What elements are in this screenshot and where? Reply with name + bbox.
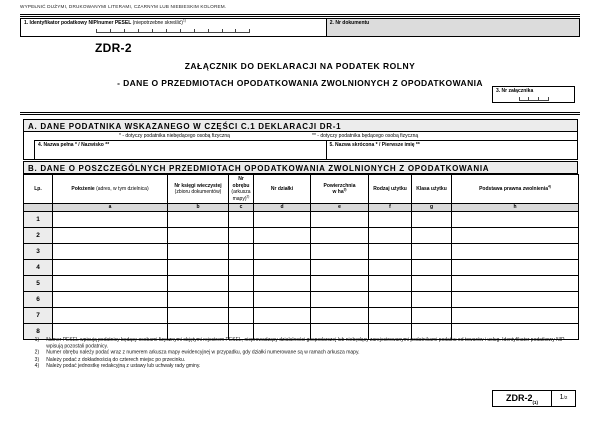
table-cell[interactable] bbox=[168, 228, 229, 244]
top-divider bbox=[20, 14, 580, 17]
table-cell[interactable] bbox=[369, 260, 412, 276]
form-code-label: ZDR-2 bbox=[95, 41, 132, 55]
table-cell[interactable] bbox=[452, 292, 579, 308]
footnote-4 bbox=[28, 363, 577, 369]
section-a-notes bbox=[24, 132, 577, 140]
exemptions-table bbox=[23, 174, 579, 340]
footnotes bbox=[28, 337, 577, 369]
table-cell[interactable] bbox=[311, 292, 369, 308]
table-cell[interactable] bbox=[412, 276, 452, 292]
table-cell[interactable] bbox=[53, 244, 168, 260]
table-cell[interactable] bbox=[254, 260, 311, 276]
table-cell[interactable] bbox=[229, 228, 254, 244]
footer-form-code-text: ZDR-2 bbox=[506, 393, 533, 403]
col-obreb-note-text: (arkusza mapy) bbox=[231, 189, 251, 202]
letter-cell: c bbox=[229, 204, 254, 212]
row-number: 4 bbox=[24, 260, 53, 276]
col-klasa-label: Klasa użytku bbox=[416, 185, 447, 192]
table-cell[interactable] bbox=[53, 276, 168, 292]
table-cell[interactable] bbox=[412, 308, 452, 324]
table-cell[interactable] bbox=[229, 260, 254, 276]
letter-cell: f bbox=[369, 204, 412, 212]
field-nip-pesel-label-note: (niepotrzebne skreślić) bbox=[132, 20, 183, 26]
table-cell[interactable] bbox=[53, 292, 168, 308]
letter-cell bbox=[24, 204, 53, 212]
footnote-1-text: Numer PESEL wpisują podatnicy będący osobami fizycznymi objętymi rejestrem PESEL, nieprowadzący działalności gospodarczej lub niebędący zarejestrowanymi podatnikami podatku od towarów i usług. Identyfikator podatkowy NIP wpisują pozostali podatnicy. bbox=[46, 337, 565, 350]
field-nip-pesel-label-main: 1. Identyfikator podatkowy NIP/numer PESEL bbox=[24, 20, 132, 26]
mid-divider bbox=[20, 112, 580, 115]
row-number: 2 bbox=[24, 228, 53, 244]
footnote-3-number: 3) bbox=[34, 356, 40, 363]
col-header-polozenie bbox=[53, 175, 168, 204]
field-nr-dokumentu-label: 2. Nr dokumentu bbox=[329, 20, 370, 26]
table-row bbox=[24, 276, 579, 292]
footer-page-total: /2 bbox=[563, 395, 568, 400]
form-subtitle: - DANE O PRZEDMIOTACH OPODATKOWANIA ZWOLNIONYCH Z OPODATKOWANIA bbox=[117, 78, 483, 88]
letter-cell: h bbox=[452, 204, 579, 212]
table-cell[interactable] bbox=[168, 244, 229, 260]
col-powierzchnia-label: Powierzchnia bbox=[323, 182, 356, 189]
letter-cell: a bbox=[53, 204, 168, 212]
col-header-klasa bbox=[412, 175, 452, 204]
table-cell[interactable] bbox=[168, 292, 229, 308]
table-cell[interactable] bbox=[452, 228, 579, 244]
table-row bbox=[24, 212, 579, 228]
row-number: 7 bbox=[24, 308, 53, 324]
table-cell[interactable] bbox=[229, 308, 254, 324]
field-nazwa-pelna-label: 4. Nazwa pełna * / Nazwisko ** bbox=[38, 142, 110, 148]
table-cell[interactable] bbox=[412, 260, 452, 276]
table-cell[interactable] bbox=[412, 228, 452, 244]
table-cell[interactable] bbox=[452, 308, 579, 324]
table-cell[interactable] bbox=[311, 228, 369, 244]
table-cell[interactable] bbox=[53, 260, 168, 276]
letter-cell: g bbox=[412, 204, 452, 212]
field-nazwa-skrocona-label: 5. Nazwa skrócona * / Pierwsze imię ** bbox=[329, 142, 420, 148]
note-single-asterisk: * - dotyczy podatnika niebędącego osobą fizyczną bbox=[119, 133, 230, 139]
section-a bbox=[23, 119, 578, 160]
col-powierzchnia-note-text: w ha bbox=[332, 189, 344, 195]
footnote-ref-4: 4) bbox=[548, 184, 551, 189]
col-header-lp bbox=[24, 175, 53, 204]
table-cell[interactable] bbox=[254, 244, 311, 260]
table-header-row bbox=[24, 175, 579, 204]
table-cell[interactable] bbox=[168, 276, 229, 292]
table-cell[interactable] bbox=[254, 292, 311, 308]
col-lp-label: Lp. bbox=[34, 185, 42, 192]
table-cell[interactable] bbox=[229, 292, 254, 308]
footnote-4-number: 4) bbox=[34, 362, 40, 369]
footnote-ref-2: 2) bbox=[246, 193, 250, 198]
table-row bbox=[24, 244, 579, 260]
table-row bbox=[24, 228, 579, 244]
field-nr-zalacznika-label: 3. Nr załącznika bbox=[496, 88, 534, 94]
footnote-2-number: 2) bbox=[34, 349, 40, 356]
field-nip-pesel-label bbox=[21, 19, 326, 27]
table-cell[interactable] bbox=[452, 244, 579, 260]
col-ksiega-note: (zbioru dokumentów) bbox=[174, 189, 222, 195]
letter-cell: b bbox=[168, 204, 229, 212]
field-nr-dokumentu[interactable] bbox=[327, 19, 579, 36]
section-a-fields bbox=[34, 140, 577, 159]
table-cell[interactable] bbox=[53, 228, 168, 244]
nr-zalacznika-comb-input[interactable] bbox=[519, 97, 549, 101]
footnote-4-text: Należy podać jednostkę redakcyjną z ustawy lub uchwały rady gminy. bbox=[46, 362, 201, 369]
table-cell[interactable] bbox=[229, 244, 254, 260]
table-cell[interactable] bbox=[369, 228, 412, 244]
table-row bbox=[24, 308, 579, 324]
table-cell[interactable] bbox=[254, 276, 311, 292]
table-cell[interactable] bbox=[311, 244, 369, 260]
col-header-podstawa bbox=[452, 175, 579, 204]
footnote-ref-3: 3) bbox=[343, 187, 347, 192]
table-cell[interactable] bbox=[452, 260, 579, 276]
col-powierzchnia-note bbox=[312, 189, 367, 196]
table-cell[interactable] bbox=[311, 212, 369, 228]
table-cell[interactable] bbox=[369, 276, 412, 292]
col-header-obreb bbox=[229, 175, 254, 204]
col-header-rodzaj bbox=[369, 175, 412, 204]
form-title: ZAŁĄCZNIK DO DEKLARACJI NA PODATEK ROLNY bbox=[184, 61, 416, 71]
footnote-3-text: Należy podać z dokładnością do czterech miejsc po przecinku. bbox=[46, 356, 186, 363]
row-number: 3 bbox=[24, 244, 53, 260]
table-cell[interactable] bbox=[412, 244, 452, 260]
row-number: 5 bbox=[24, 276, 53, 292]
table-cell[interactable] bbox=[369, 292, 412, 308]
table-row bbox=[24, 292, 579, 308]
col-podstawa-label: Podstawa prawna zwolnienia bbox=[479, 185, 548, 192]
col-ksiega-label: Nr księgi wieczystej bbox=[174, 182, 222, 189]
col-header-ksiega bbox=[168, 175, 229, 204]
field-nazwa-pelna[interactable] bbox=[35, 141, 326, 159]
footer-form-code-sub: (1) bbox=[532, 399, 538, 405]
table-cell[interactable] bbox=[168, 212, 229, 228]
note-double-asterisk: ** - dotyczy podatnika będącego osobą fizyczną bbox=[312, 133, 419, 139]
table-row bbox=[24, 260, 579, 276]
nip-pesel-comb-input[interactable] bbox=[96, 29, 250, 33]
field-nr-zalacznika[interactable] bbox=[492, 86, 575, 103]
top-fields-row bbox=[20, 18, 580, 37]
footnote-ref-1: 1) bbox=[182, 19, 186, 23]
footer-page-indicator bbox=[552, 391, 575, 406]
footnote-2-text: Numer obrębu należy podać wraz z numerem arkusza mapy ewidencyjnej w przypadku, gdy działki numerowane są w ramach arkusza mapy. bbox=[46, 349, 360, 356]
column-letters-row bbox=[24, 204, 579, 212]
col-dzialki-label: Nr działki bbox=[270, 185, 294, 192]
table-cell[interactable] bbox=[311, 308, 369, 324]
table-cell[interactable] bbox=[254, 212, 311, 228]
section-a-header: A. DANE PODATNIKA WSKAZANEGO W CZĘŚCI C.1 DEKLARACJI DR-1 bbox=[24, 119, 577, 132]
table-cell[interactable] bbox=[412, 212, 452, 228]
row-number: 1 bbox=[24, 212, 53, 228]
table-cell[interactable] bbox=[53, 308, 168, 324]
table-cell[interactable] bbox=[369, 244, 412, 260]
footer-form-code bbox=[493, 391, 552, 406]
fill-instruction: WYPEŁNIĆ DUŻYMI, DRUKOWANYMI LITERAMI, CZARNYM LUB NIEBIESKIM KOLOREM. bbox=[20, 5, 227, 10]
table-cell[interactable] bbox=[168, 260, 229, 276]
col-polozenie-note: (adres, w tym dzielnica) bbox=[96, 185, 149, 192]
row-number: 6 bbox=[24, 292, 53, 308]
table-cell[interactable] bbox=[229, 276, 254, 292]
footnote-1-number: 1) bbox=[34, 337, 40, 343]
col-rodzaj-label: Rodzaj użytku bbox=[373, 185, 407, 192]
table-cell[interactable] bbox=[311, 276, 369, 292]
col-polozenie-label: Położenie bbox=[71, 185, 95, 192]
col-obreb-label: Nr obrębu bbox=[232, 176, 250, 189]
letter-cell: d bbox=[254, 204, 311, 212]
table-cell[interactable] bbox=[452, 276, 579, 292]
col-obreb-note bbox=[230, 189, 252, 202]
footnote-1 bbox=[28, 337, 577, 350]
row-number: 8 bbox=[24, 324, 53, 340]
table-cell[interactable] bbox=[452, 212, 579, 228]
table-cell[interactable] bbox=[369, 308, 412, 324]
table-cell[interactable] bbox=[311, 260, 369, 276]
table-cell[interactable] bbox=[168, 308, 229, 324]
col-header-powierzchnia bbox=[311, 175, 369, 204]
table-cell[interactable] bbox=[254, 308, 311, 324]
field-nazwa-skrocona[interactable] bbox=[326, 141, 578, 159]
footer-page-number: 1 bbox=[559, 394, 564, 401]
table-cell[interactable] bbox=[254, 228, 311, 244]
section-b-header: B. DANE O POSZCZEGÓLNYCH PRZEDMIOTACH OPODATKOWANIA ZWOLNIONYCH Z OPODATKOWANIA bbox=[23, 161, 578, 174]
letter-cell: e bbox=[311, 204, 369, 212]
col-header-dzialki bbox=[254, 175, 311, 204]
table-cell[interactable] bbox=[412, 292, 452, 308]
field-nip-pesel[interactable] bbox=[21, 19, 327, 36]
table-cell[interactable] bbox=[53, 212, 168, 228]
footer-form-code-box bbox=[492, 390, 576, 407]
table-cell[interactable] bbox=[369, 212, 412, 228]
table-cell[interactable] bbox=[229, 212, 254, 228]
